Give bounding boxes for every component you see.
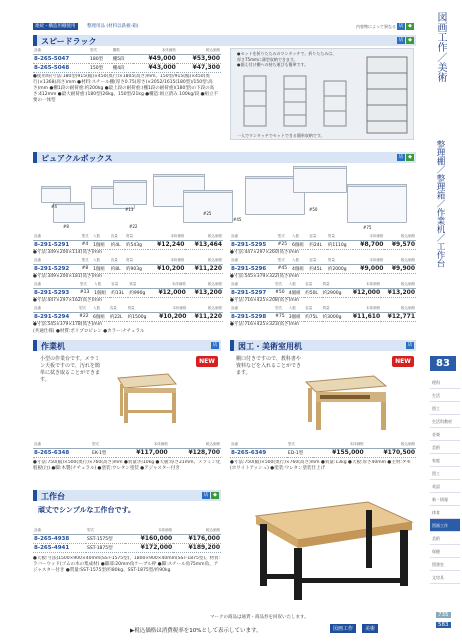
new-badge: NEW <box>196 356 218 367</box>
table-row: 8-291-5294 #22 6個組 約22L 約1500g ¥10,200 ¥11,220 <box>34 313 222 320</box>
sidebar-nav-item[interactable]: 新・情報 <box>430 493 460 506</box>
sidebar-title: 図画工作／美術 <box>435 12 446 82</box>
table-row: 8-291-5296 #45 4個組 約45L 約2000g ¥9,000 ¥9,900 <box>231 265 415 272</box>
sidebar-nav-item[interactable]: 英語 <box>430 480 460 493</box>
sidebar-nav-item-active[interactable]: 図画工作 <box>430 519 460 532</box>
rack-photo <box>363 55 411 135</box>
box-label: #8 <box>63 224 69 229</box>
box-label: #4 <box>51 204 57 209</box>
catalog-page: 連続・構造用棚使用 整理用品 (材料以鉄板-箱) 内容物によって異なる 店 ◆ スピードラック 店 ◆ 品番 型式 棚数 本体価格 税込価格 8-265-5047 180型 棚5段 ¥49,000 ¥53,900 8-265-5048 150型 棚4段 ¥43,000 ¥47,300 ●使用時(寸法:180型)915(幅)×450(奥行)×1805(高さ)mm、150型/915(幅)×450(奥行)×1368(高さ)mm ●材料:スチール棚(厚さ0.75(厚さ)×2052/1615(180型)/150型:高さ)mm ●棚1段の耐荷重:約200kg ●最上段の耐荷重:(棚1段の耐荷重)(180型)の下段の高さ:412mm ●最大耐荷重:(180型)26kg、150型/21kg ●構造:組立済み 100kg/段 ●組立不要の一体型 ●セットを折りたたみのワンタッチで、折りたたみは、 厚さ75mmに薄型収納できます。 ●据え付け棚への持ち運びも簡単です。 一人でワンタッチでセットできる簡単収納です。 ピュアクルボックス 店 ◆ #4 #8 #13 #22 #25 #45 #50 #75 品番 型式 入数 容量 質量 本体価格 税込価格 8-291-5291 #4 1個組 約4L 約543g ¥12,240 ¥13,464 ●寸法:349×200×114(高さ)mm 品番 型式 入数 容量 質量 本体価格 税込価格 8-291-5292 #8 1個組 約8L 約903g ¥10,200 ¥11,220 ●寸法:349×200×181(高さ)mm 品番 型式 入数 容量 質量 本体価格 税込価格 8-291-5293 #13 1個組 約13L 約990g ¥12,000 ¥13,200 ●寸法:447×297×162(高さ)mm 品番 型式 入数 容量 質量 本体価格 税込価格 8-291-5294 #22 6個組 約22L 約1500g ¥10,200 ¥11,220 ●寸法:545×379×178(高さ)mm (共通仕様) ●材質:ポリプロピレン ●カラー:ナチュラル 品番 型式 入数 容量 質量 本体価格 税込価格 8-291-5295 #25 6個組 約24L 約1110g ¥8,700 ¥9,570 ●寸法:447×297×260(高さ)mm 品番 型式 入数 容量 質量 本体価格 税込価格 8-291-5296 #45 4個組 約45L 約2000g ¥9,000 ¥9,900 ●寸法:545×379×322(高さ)mm 品番 型式 入数 容量 質量 本体価格 税込価格 8-291-5297 #50 4個組 約50L 約2900g ¥12,000 ¥13,200 ●寸法:716×425×208(高さ)mm 品番 型式 入数 容量 質量 本体価格 税込価格 8-291-5298 #75 3個組 約75L 約3000g ¥11,610 ¥12,771 ●寸法:716×425×323(高さ)mm 作業机 店 小型の作業台です。メラミン天板ですので、汚れを簡単に拭き取ることができます。 NEW 品番 型式 本体価格 税込価格 8-265-6348 EK-1型 ¥117,000 ¥128,700 ●寸法:750(幅)×500(奥行)×760(高さ)mm ●質量:約10kg ●天板:厚さ21mm、メラミン化粧板(白) ●脚:木製(ナチュラル) ●塗装:ウレタン塗装 ●アジャスター付き 図工・美術室用机 店 棚口付きですので、教科書や資料などを入れることができます。 NEW 品番 型式 本体価格 税込価格 8-265-6349 ED-1型 ¥155,000 ¥170,500 ●寸法:750(幅)×500(奥行)×760(高さ)mm ●質量:13kg ●天板:厚さ40mm ●主材:タモ(ホワイトアッシュ) ●塗装:ウレタン塗装仕上げ 工作台 店 ◆ 頑丈でシンプルな工作台です。 品番 型式 本体価格 税込価格 8-265-4938 SST-1575型 ¥160,000 ¥176,000 8-265-4941 SST-1875型 ¥172,000 ¥189,200 ●天板:寸法(1500×900×40mm(SST-1575型)、1800×900×40mm(SST-1875型)、材質:ラバーウッド(ゴムの木の集成材) ●脚部:20mm角ケーブル枠 ●脚:スチール角75mm角、アジャスター付き ●質量:SST-1575型/約80kg、SST-1875型/約90kg マークの商品は通貨・商品券を回収いたします。 ▶税込価格は消費税率を10%として表示しています。 図画工作 美術 図画工作／美術 整理棚／整理箱／作業机／工作台 83 理科 生活 図工 生活科教材 音楽 美術 家庭 図工 英語 新・情報 体育 図画工作 美術 保健 図書室 文房具 735 583 <box>0 0 462 644</box>
speed-rack-table: 品番 型式 棚数 本体価格 税込価格 8-265-5047 180型 棚5段 ¥49,000 ¥53,900 8-265-5048 150型 棚4段 ¥43,000 ¥47,300 <box>34 48 220 71</box>
box-label: #25 <box>203 211 212 216</box>
work-table-table: 品番 型式 本体価格 税込価格 8-265-4938 SST-1575型 ¥160,000 ¥176,000 8-265-4941 SST-1875型 ¥172,000 ¥189,200 <box>34 528 220 551</box>
sidebar-nav-item[interactable]: 図工 <box>430 467 460 480</box>
section-work-desk-header <box>33 340 221 351</box>
sidebar-nav-item[interactable]: 音楽 <box>430 428 460 441</box>
table-row: 8-265-4941 SST-1875型 ¥172,000 ¥189,200 <box>34 544 220 551</box>
footer-tag-2: 美術 <box>362 624 378 633</box>
box-label: #45 <box>233 217 242 222</box>
new-badge: NEW <box>392 356 414 367</box>
sidebar-nav-item[interactable]: 体育 <box>430 506 460 519</box>
box-dim-note: ●寸法:447×297×260(高さ)mm <box>230 250 300 255</box>
sidebar-nav-item[interactable]: 文房具 <box>430 571 460 584</box>
table-row: 8-291-5297 #50 4個組 約50L 約2900g ¥12,000 ¥13,200 <box>231 289 415 296</box>
section-title: スピードラック <box>41 37 97 46</box>
art-desk-spec: ●寸法:750(幅)×500(奥行)×760(高さ)mm ●質量:13kg ●天板:厚さ40mm ●主材:タモ(ホワイトアッシュ) ●塗装:ウレタン塗装仕上げ <box>230 460 411 471</box>
section-work-table-header <box>33 490 221 501</box>
work-table-subtitle: 頑丈でシンプルな工作台です。 <box>38 506 135 514</box>
work-desk-spec: ●寸法:750(幅)×500(奥行)×760(高さ)mm ●質量:約10kg ●天板:厚さ21mm、メラミン化粧板(白) ●脚:木製(ナチュラル) ●塗装:ウレタン塗装 ●アジャスター付き <box>33 460 221 471</box>
sidebar-nav-item[interactable]: 家庭 <box>430 454 460 467</box>
art-desk-table: 品番 型式 本体価格 税込価格 8-265-6349 ED-1型 ¥155,000 ¥170,500 <box>231 442 415 456</box>
sidebar-nav-item[interactable]: 生活科教材 <box>430 415 460 428</box>
speed-rack-photo <box>230 48 414 140</box>
speed-rack-spec: ●使用時(寸法:180型)915(幅)×450(奥行)×1805(高さ)mm、150型/915(幅)×450(奥行)×1368(高さ)mm ●材料:スチール棚(厚さ0.75(厚さ)×2052/1615(180型)/150型:高さ)mm ●棚1段の耐荷重:約200kg ●最上段の耐荷重:(棚1段の耐荷重)(180型)の下段の高さ:412mm ●最大耐荷重:(180型)26kg、150型/21kg ●構造:組立済み 100kg/段 ●組立不要の一体型 <box>33 74 219 103</box>
sidebar-nav-item[interactable]: 美術 <box>430 532 460 545</box>
table-row: 8-291-5298 #75 3個組 約75L 約3000g ¥11,610 ¥12,771 <box>231 313 415 320</box>
top-right-note: 内容物によって異なる <box>356 24 396 29</box>
right-sidebar <box>430 0 462 644</box>
box-label: #75 <box>363 225 372 230</box>
section-pure-box-header <box>33 152 416 163</box>
top-tag-2: 整理用品 (材料以鉄板-箱) <box>87 24 139 29</box>
store-icon: 店 <box>398 154 404 160</box>
box-image <box>293 167 347 193</box>
table-row: 8-265-5047 180型 棚5段 ¥49,000 ¥53,900 <box>34 55 220 62</box>
table-row: 8-291-5292 #8 1個組 約8L 約903g ¥10,200 ¥11,220 <box>34 265 222 272</box>
store-icon: 店 <box>407 342 413 348</box>
sidebar-nav-item[interactable]: 生活 <box>430 389 460 402</box>
photo-bottom-caption: 一人でワンタッチでセットできる簡単収納です。 <box>237 133 325 138</box>
store-icon: 店 <box>212 342 218 348</box>
box-image <box>41 187 71 203</box>
work-table-spec: ●天板:寸法(1500×900×40mm(SST-1575型)、1800×900×40mm(SST-1875型)、材質:ラバーウッド(ゴムの木の集成材) ●脚部:20mm角ケーブル枠 ●脚:スチール角75mm角、アジャスター付き ●質量:SST-1575型/約80kg、SST-1875型/約90kg <box>33 556 221 573</box>
section-title: 作業机 <box>41 342 65 351</box>
photo-caption: ●セットを折りたたみのワンタッチで、折りたたみは、 <box>237 51 337 56</box>
box-image <box>113 181 147 205</box>
section-title: 工作台 <box>41 492 65 501</box>
art-desk-image <box>300 372 390 432</box>
sidebar-nav-item[interactable]: 図工 <box>430 402 460 415</box>
work-table-image <box>248 496 416 604</box>
box-dim-note: ●寸法:545×379×178(高さ)mm <box>33 322 103 327</box>
top-tag-bar <box>33 23 416 31</box>
page-number: 83 <box>430 356 456 371</box>
eco-icon: ◆ <box>211 492 219 499</box>
table-row: 8-265-6349 ED-1型 ¥155,000 ¥170,500 <box>231 449 415 456</box>
sidebar-subtitle: 整理棚／整理箱／作業机／工作台 <box>435 140 445 268</box>
top-tag-1: 連続・構造用棚使用 <box>35 24 76 29</box>
sidebar-bottom-2: 583 <box>438 622 449 628</box>
table-row: 8-291-5293 #13 1個組 約13L 約990g ¥12,000 ¥13,200 <box>34 289 222 296</box>
photo-caption: 厚さ75mmに薄型収納できます。 <box>237 56 298 62</box>
work-desk-image <box>110 370 180 426</box>
box-label: #22 <box>129 224 138 229</box>
box-dim-note: ●寸法:716×425×323(高さ)mm <box>230 322 300 327</box>
person-rack-illustration <box>239 71 359 131</box>
box-label: #13 <box>125 207 134 212</box>
top-icons <box>396 23 414 30</box>
art-desk-description: 棚口付きですので、教科書や資料などを入れることができます。 <box>236 356 302 376</box>
tax-note: ▶税込価格は消費税率を10%として表示しています。 <box>130 628 262 634</box>
boxes-photo <box>33 165 416 233</box>
box-image <box>183 191 233 223</box>
table-row: 8-265-6348 EK-1型 ¥117,000 ¥128,700 <box>34 449 220 456</box>
table-row: 8-265-4938 SST-1575型 ¥160,000 ¥176,000 <box>34 535 220 542</box>
photo-caption: ●据え付け棚への持ち運びも簡単です。 <box>237 62 309 67</box>
box-image <box>53 203 85 223</box>
box-image <box>347 185 407 223</box>
section-speed-rack-header <box>33 35 416 46</box>
box-dim-note: ●寸法:716×425×208(高さ)mm <box>230 298 300 303</box>
store-icon: 店 <box>398 37 404 43</box>
eco-icon: ◆ <box>406 37 414 44</box>
store-icon: 店 <box>398 23 404 29</box>
table-row: 8-265-5048 150型 棚4段 ¥43,000 ¥47,300 <box>34 64 220 71</box>
box-dim-note: ●寸法:447×297×162(高さ)mm <box>33 298 103 303</box>
box-common-spec: (共通仕様) ●材質:ポリプロピレン ●カラー:ナチュラル <box>33 329 145 334</box>
footer-tag-1: 図画工作 <box>330 624 356 633</box>
box-dim-note: ●寸法:545×379×322(高さ)mm <box>230 274 300 279</box>
table-row: 8-291-5295 #25 6個組 約24L 約1110g ¥8,700 ¥9,570 <box>231 241 415 248</box>
box-dim-note: ●寸法:349×200×114(高さ)mm <box>33 250 103 255</box>
eco-icon: ◆ <box>406 23 414 30</box>
box-label: #50 <box>309 207 318 212</box>
table-row: 8-291-5291 #4 1個組 約4L 約543g ¥12,240 ¥13,464 <box>34 241 222 248</box>
sidebar-nav-item[interactable]: 図書室 <box>430 558 460 571</box>
store-icon: 店 <box>203 492 209 498</box>
eco-icon: ◆ <box>406 154 414 161</box>
footer-legend: マークの商品は通貨・商品券を回収いたします。 <box>210 615 309 620</box>
sidebar-bottom-1: 735 <box>438 612 449 618</box>
box-dim-note: ●寸法:349×200×181(高さ)mm <box>33 274 103 279</box>
section-art-desk-header <box>230 340 416 351</box>
sidebar-nav-item[interactable]: 美術 <box>430 441 460 454</box>
section-title: ピュアクルボックス <box>41 154 113 163</box>
section-title: 図工・美術室用机 <box>238 342 302 351</box>
pure-box-table-1: 品番 型式 入数 容量 質量 本体価格 税込価格 8-291-5291 #4 1個組 約4L 約543g ¥12,240 ¥13,464 <box>34 234 222 248</box>
sidebar-nav-item[interactable]: 保健 <box>430 545 460 558</box>
sidebar-nav-item[interactable]: 理科 <box>430 376 460 389</box>
work-desk-table: 品番 型式 本体価格 税込価格 8-265-6348 EK-1型 ¥117,000 ¥128,700 <box>34 442 220 456</box>
work-desk-description: 小型の作業台です。メラミン天板ですので、汚れを簡単に拭き取ることができます。 <box>40 356 101 383</box>
